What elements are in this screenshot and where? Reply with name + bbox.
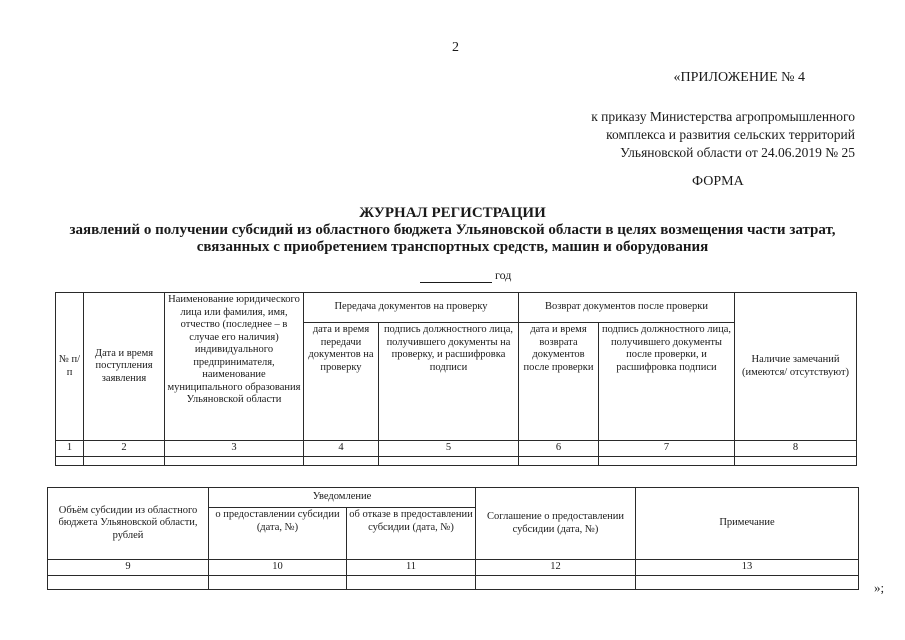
title-line: ЖУРНАЛ РЕГИСТРАЦИИ [359,205,546,221]
header-notice-group: Уведомление [209,488,476,508]
column-number: 2 [84,441,165,457]
header-notice-grant: о предоставлении субсидии (дата, №) [209,508,347,560]
column-number: 6 [519,441,599,457]
column-number: 8 [735,441,857,457]
order-line: комплекса и развития сельских территорий [606,127,855,142]
header-transfer-date: дата и время передачи документов на проверку [304,323,379,441]
registration-journal-table [55,292,857,466]
appendix-heading: «ПРИЛОЖЕНИЕ № 4 [673,70,805,85]
page-number: 2 [452,40,459,55]
order-reference [591,108,855,162]
column-number: 9 [48,560,209,576]
column-number: 1 [56,441,84,457]
column-number-row [48,560,859,576]
title-line: заявлений о получении субсидий из областного бюджета Ульяновской области в целях возмещения части затрат, [69,222,836,238]
column-number: 7 [599,441,735,457]
column-number: 11 [347,560,476,576]
year-field [420,268,511,283]
column-number: 10 [209,560,347,576]
year-label: год [495,268,512,282]
column-number: 4 [304,441,379,457]
document-title [0,205,905,256]
header-applicant-name: Наименование юридического лица или фамилия, имя, отчество (последнее – в случае его наличия) индивидуального предпринимателя, наименование муниципального образования Ульяновской области [165,293,304,441]
column-number: 5 [379,441,519,457]
header-return-signature: подпись должностного лица, получившего документы после проверки, и расшифровка подписи [599,323,735,441]
header-subsidy-amount: Объём субсидии из областного бюджета Ульяновской области, рублей [48,488,209,560]
empty-entry-row [56,456,857,465]
header-date: Дата и время поступления заявления [84,293,165,441]
column-number: 13 [636,560,859,576]
header-agreement: Соглашение о предоставлении субсидии (дата, №) [476,488,636,560]
order-line: к приказу Министерства агропромышленного [591,109,855,124]
column-number: 3 [165,441,304,457]
subsidy-details-table [47,487,859,590]
header-transfer-signature: подпись должностного лица, получившего документы на проверку, и расшифровка подписи [379,323,519,441]
header-return-group: Возврат документов после проверки [519,293,735,323]
header-note: Примечание [636,488,859,560]
column-number-row [56,441,857,457]
order-line: Ульяновской области от 24.06.2019 № 25 [620,145,855,160]
closing-quote: »; [874,580,885,595]
header-return-date: дата и время возврата документов после проверки [519,323,599,441]
empty-entry-row [48,575,859,589]
form-label: ФОРМА [692,174,744,189]
year-blank-line [420,272,492,283]
header-transfer-group: Передача документов на проверку [304,293,519,323]
header-notice-refusal: об отказе в предоставлении субсидии (дата, №) [347,508,476,560]
header-remarks: Наличие замечаний (имеются/ отсутствуют) [735,293,857,441]
column-number: 12 [476,560,636,576]
header-num: № п/п [56,293,84,441]
title-line: связанных с приобретением транспортных средств, машин и оборудования [196,239,709,255]
